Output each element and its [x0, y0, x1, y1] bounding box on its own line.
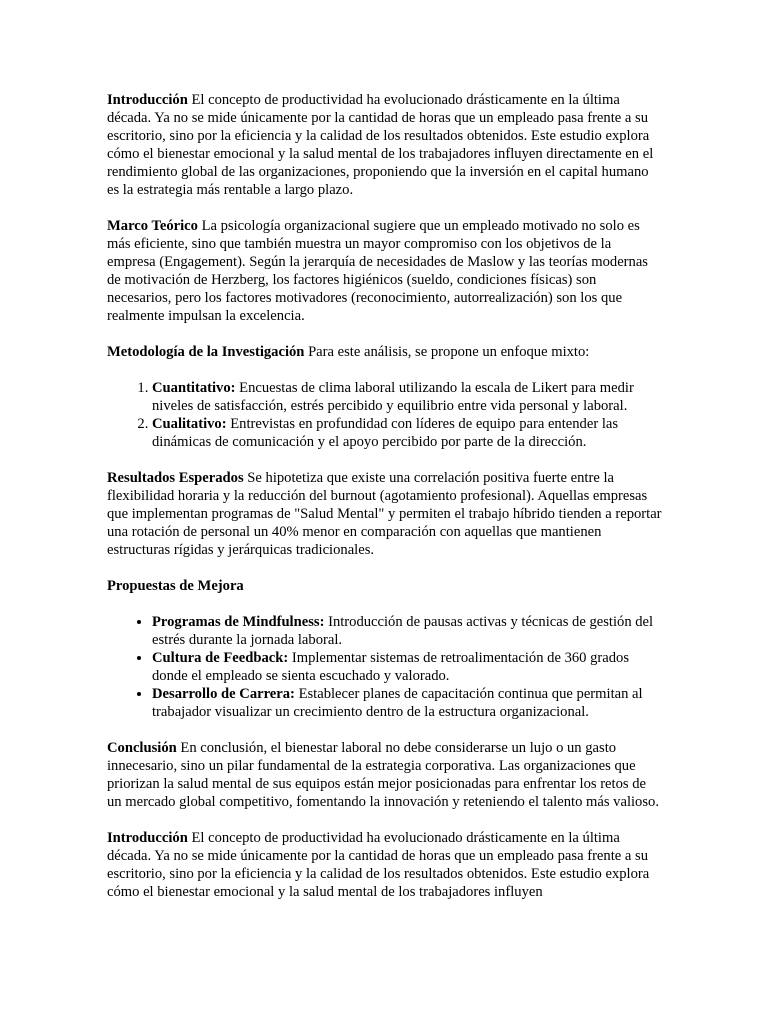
list-item-label: Desarrollo de Carrera:: [152, 686, 295, 702]
intro-repeat-heading: Introducción: [107, 830, 188, 846]
document-body: [107, 91, 663, 919]
list-item-label: Programas de Mindfulness:: [152, 614, 325, 630]
list-item-label: Cultura de Feedback:: [152, 650, 289, 666]
conclusion-text: En conclusión, el bienestar laboral no debe considerarse un lujo o un gasto innecesario, sino un pilar fundamental de la estrategia corporativa. Las organizaciones que priorizan la salud mental de sus equipos están mejor posicionadas para enfrentar los retos de un mercado global competitivo, fomentando la innovación y reteniendo el talento más valioso.: [107, 740, 659, 810]
metodologia-heading: Metodología de la Investigación: [107, 344, 305, 360]
list-item: [152, 415, 663, 451]
intro-paragraph: [107, 91, 663, 199]
list-item: [152, 649, 663, 685]
marco-heading: Marco Teórico: [107, 218, 198, 234]
metodologia-text: Para este análisis, se propone un enfoque mixto:: [304, 344, 590, 360]
marco-paragraph: [107, 217, 663, 325]
intro-text: El concepto de productividad ha evolucionado drásticamente en la última década. Ya no se mide únicamente por la cantidad de horas que un empleado pasa frente a su escritorio, sino por la eficiencia y la calidad de los resultados obtenidos. Este estudio explora cómo el bienestar emocional y la salud mental de los trabajadores influyen directamente en el rendimiento global de las organizaciones, proponiendo que la inversión en el capital humano es la estrategia más rentable a largo plazo.: [107, 92, 654, 198]
propuestas-paragraph: [107, 577, 663, 595]
list-item-label: Cuantitativo:: [152, 380, 236, 396]
list-item-text: Establecer planes de capacitación continua que permitan al trabajador visualizar un crecimiento dentro de la estructura organizacional.: [152, 686, 643, 720]
metodologia-list: [107, 379, 663, 451]
list-item-text: Implementar sistemas de retroalimentación de 360 grados donde el empleado se sienta escuchado y valorado.: [152, 650, 630, 684]
conclusion-heading: Conclusión: [107, 740, 177, 756]
metodologia-paragraph: [107, 343, 663, 361]
resultados-text: Se hipotetiza que existe una correlación positiva fuerte entre la flexibilidad horaria y la reducción del burnout (agotamiento profesional). Aquellas empresas que implementan programas de "Salud Mental" y permiten el trabajo híbrido tienden a reportar una rotación de personal un 40% menor en comparación con aquellas que mantienen estructuras rígidas y jerárquicas tradicionales.: [107, 470, 662, 558]
resultados-paragraph: [107, 469, 663, 559]
list-item-text: Entrevistas en profundidad con líderes de equipo para entender las dinámicas de comunicación y el apoyo percibido por parte de la dirección.: [152, 416, 619, 450]
list-item-text: Encuestas de clima laboral utilizando la escala de Likert para medir niveles de satisfacción, estrés percibido y equilibrio entre vida personal y laboral.: [152, 380, 634, 414]
propuestas-list: [107, 613, 663, 721]
list-item: [152, 685, 663, 721]
conclusion-paragraph: [107, 739, 663, 811]
propuestas-heading: Propuestas de Mejora: [107, 578, 244, 594]
marco-text: La psicología organizacional sugiere que un empleado motivado no solo es más eficiente, sino que también muestra un mayor compromiso con los objetivos de la empresa (Engagement). Según la jerarquía de necesidades de Maslow y las teorías modernas de motivación de Herzberg, los factores higiénicos (sueldo, condiciones físicas) son necesarios, pero los factores motivadores (reconocimiento, autorrealización) son los que realmente impulsan la excelencia.: [107, 218, 648, 324]
intro-repeat-paragraph: [107, 829, 663, 901]
list-item: [152, 613, 663, 649]
intro-heading: Introducción: [107, 92, 188, 108]
list-item-label: Cualitativo:: [152, 416, 227, 432]
resultados-heading: Resultados Esperados: [107, 470, 244, 486]
intro-repeat-text: El concepto de productividad ha evolucionado drásticamente en la última década. Ya no se mide únicamente por la cantidad de horas que un empleado pasa frente a su escritorio, sino por la eficiencia y la calidad de los resultados obtenidos. Este estudio explora cómo el bienestar emocional y la salud mental de los trabajadores influyen: [107, 830, 650, 900]
list-item-text: Introducción de pausas activas y técnicas de gestión del estrés durante la jornada laboral.: [152, 614, 654, 648]
list-item: [152, 379, 663, 415]
